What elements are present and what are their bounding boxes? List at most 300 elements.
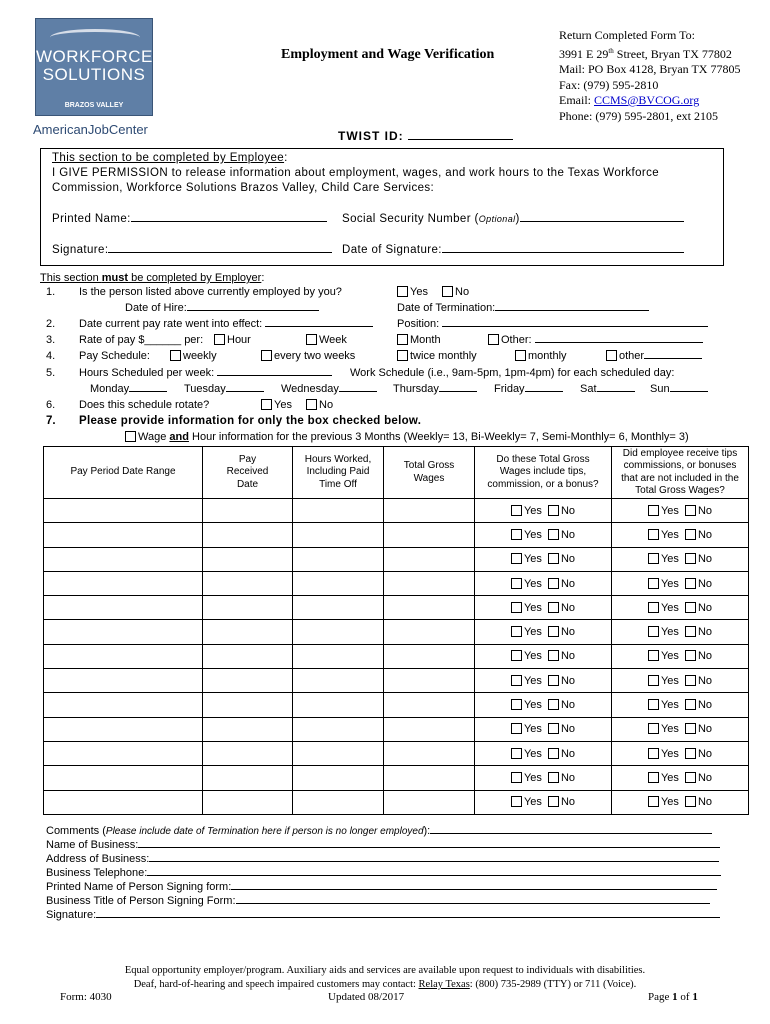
employer-signature-label: Signature: xyxy=(46,909,97,921)
include-tips-no[interactable] xyxy=(548,748,575,760)
rotate-yes-checkbox[interactable] xyxy=(261,399,272,410)
day-wednesday-label: Wednesday xyxy=(281,383,339,395)
include-tips-no-checkbox[interactable] xyxy=(548,699,559,710)
include-tips-options xyxy=(475,602,611,614)
include-tips-options xyxy=(475,529,611,541)
hours-worked-cell[interactable] xyxy=(293,523,384,547)
rotate-no[interactable] xyxy=(306,399,333,411)
receive-tips-yes-checkbox[interactable] xyxy=(648,529,659,540)
receive-tips-yes-checkbox[interactable] xyxy=(648,578,659,589)
include-tips-no[interactable] xyxy=(548,699,575,711)
include-tips-yes[interactable] xyxy=(511,772,542,784)
rotate-yes[interactable] xyxy=(261,399,292,411)
position-field[interactable] xyxy=(397,318,708,330)
return-address-block xyxy=(559,28,740,124)
table-row xyxy=(44,717,749,741)
day-sat-label: Sat xyxy=(580,383,597,395)
receive-tips-no[interactable] xyxy=(685,529,712,541)
receive-tips-no-checkbox[interactable] xyxy=(685,723,696,734)
total-gross-cell[interactable] xyxy=(384,790,475,814)
employer-heading-pre: This section xyxy=(40,272,102,284)
pay-received-cell[interactable] xyxy=(203,499,293,523)
include-tips-no[interactable] xyxy=(548,505,575,517)
receive-tips-yes-checkbox[interactable] xyxy=(648,553,659,564)
receive-tips-no[interactable] xyxy=(685,650,712,662)
comments-field[interactable] xyxy=(46,825,712,837)
include-tips-no-checkbox[interactable] xyxy=(548,529,559,540)
hours-worked-cell[interactable] xyxy=(293,644,384,668)
include-tips-yes[interactable] xyxy=(511,626,542,638)
q7-text: Please provide information for only the box checked below. xyxy=(79,415,422,427)
receive-tips-no-label: No xyxy=(697,674,712,687)
include-tips-yes-checkbox[interactable] xyxy=(511,505,522,516)
pay-received-cell[interactable] xyxy=(203,766,293,790)
hours-worked-cell[interactable] xyxy=(293,547,384,571)
include-tips-yes[interactable] xyxy=(511,699,542,711)
receive-tips-no[interactable] xyxy=(685,578,712,590)
receive-tips-no-checkbox[interactable] xyxy=(685,772,696,783)
pay-period-cell[interactable] xyxy=(44,596,203,620)
include-tips-options xyxy=(475,553,611,565)
header-total-gross-text: Total Gross Wages xyxy=(403,460,455,484)
include-tips-no[interactable] xyxy=(548,723,575,735)
include-tips-yes-checkbox[interactable] xyxy=(511,602,522,613)
pay-period-cell[interactable] xyxy=(44,717,203,741)
schedule-weekly[interactable] xyxy=(170,350,217,362)
include-tips-no-checkbox[interactable] xyxy=(548,505,559,516)
receive-tips-no[interactable] xyxy=(685,626,712,638)
include-tips-no-checkbox[interactable] xyxy=(548,723,559,734)
include-tips-yes-checkbox[interactable] xyxy=(511,748,522,759)
permission-line-1: I GIVE PERMISSION to release information about employment, wages, and work hours to the Texas Workforce xyxy=(52,167,660,179)
wage-hour-pre: Wage xyxy=(138,431,170,443)
include-tips-yes-label: Yes xyxy=(523,723,542,736)
receive-tips-cell xyxy=(612,766,749,790)
street-address-text: 3991 E 29 xyxy=(559,46,609,61)
printed-name-field[interactable] xyxy=(52,213,327,225)
total-gross-cell[interactable] xyxy=(384,499,475,523)
receive-tips-yes-label: Yes xyxy=(660,674,679,687)
wage-hour-checkbox[interactable] xyxy=(125,431,136,442)
email-link[interactable]: CCMS@BVCOG.org xyxy=(594,93,700,107)
receive-tips-no[interactable] xyxy=(685,748,712,760)
day-thursday[interactable] xyxy=(393,383,477,395)
receive-tips-no-label: No xyxy=(697,577,712,590)
hours-worked-cell[interactable] xyxy=(293,790,384,814)
receive-tips-no[interactable] xyxy=(685,796,712,808)
include-tips-yes-checkbox[interactable] xyxy=(511,578,522,589)
position-blank[interactable] xyxy=(442,326,708,327)
include-tips-no-checkbox[interactable] xyxy=(548,650,559,661)
receive-tips-cell xyxy=(612,620,749,644)
include-tips-no[interactable] xyxy=(548,529,575,541)
receive-tips-yes[interactable] xyxy=(648,602,679,614)
total-gross-cell[interactable] xyxy=(384,766,475,790)
date-of-termination-blank[interactable] xyxy=(495,310,649,311)
include-tips-yes-checkbox[interactable] xyxy=(511,772,522,783)
pay-rate-date-field[interactable] xyxy=(79,318,373,330)
total-gross-cell[interactable] xyxy=(384,669,475,693)
per-other[interactable] xyxy=(488,334,703,346)
fax: Fax: (979) 595-2810 xyxy=(559,77,659,92)
receive-tips-no[interactable] xyxy=(685,505,712,517)
include-tips-no[interactable] xyxy=(548,796,575,808)
employed-yes[interactable] xyxy=(397,286,428,298)
business-address-blank[interactable] xyxy=(149,861,719,862)
receive-tips-options xyxy=(612,748,748,760)
receive-tips-no[interactable] xyxy=(685,723,712,735)
include-tips-yes[interactable] xyxy=(511,796,542,808)
hours-worked-cell[interactable] xyxy=(293,669,384,693)
pay-period-cell[interactable] xyxy=(44,693,203,717)
include-tips-yes-checkbox[interactable] xyxy=(511,650,522,661)
pay-period-cell[interactable] xyxy=(44,499,203,523)
include-tips-yes[interactable] xyxy=(511,553,542,565)
twist-id-blank[interactable] xyxy=(408,139,513,140)
receive-tips-no[interactable] xyxy=(685,772,712,784)
include-tips-yes[interactable] xyxy=(511,529,542,541)
receive-tips-no-label: No xyxy=(697,504,712,517)
receive-tips-yes-checkbox[interactable] xyxy=(648,796,659,807)
include-tips-no-label: No xyxy=(560,747,575,760)
q5-number: 5. xyxy=(46,367,56,379)
include-tips-no-label: No xyxy=(560,528,575,541)
include-tips-options xyxy=(475,650,611,662)
day-tuesday-blank[interactable] xyxy=(226,391,264,392)
header-pay-period: Pay Period Date Range xyxy=(44,447,203,499)
ssn-blank[interactable] xyxy=(520,221,684,222)
signer-name-field[interactable] xyxy=(46,881,717,893)
table-row xyxy=(44,523,749,547)
receive-tips-no-checkbox[interactable] xyxy=(685,529,696,540)
day-wednesday[interactable] xyxy=(281,383,377,395)
day-thursday-blank[interactable] xyxy=(439,391,477,392)
pay-received-cell[interactable] xyxy=(203,523,293,547)
date-of-signature-blank[interactable] xyxy=(442,252,684,253)
day-tuesday[interactable] xyxy=(184,383,264,395)
total-gross-cell[interactable] xyxy=(384,596,475,620)
total-gross-cell[interactable] xyxy=(384,693,475,717)
include-tips-yes-checkbox[interactable] xyxy=(511,796,522,807)
receive-tips-yes[interactable] xyxy=(648,529,679,541)
hours-per-week-blank[interactable] xyxy=(217,375,332,376)
signer-title-blank[interactable] xyxy=(236,903,710,904)
pay-received-cell[interactable] xyxy=(203,693,293,717)
business-name-field[interactable] xyxy=(46,839,720,851)
receive-tips-no-checkbox[interactable] xyxy=(685,602,696,613)
total-gross-cell[interactable] xyxy=(384,547,475,571)
receive-tips-yes-checkbox[interactable] xyxy=(648,505,659,516)
total-gross-cell[interactable] xyxy=(384,620,475,644)
page-number xyxy=(648,991,698,1003)
employed-yes-checkbox[interactable] xyxy=(397,286,408,297)
rotate-no-checkbox[interactable] xyxy=(306,399,317,410)
pay-received-cell[interactable] xyxy=(203,717,293,741)
total-gross-cell[interactable] xyxy=(384,523,475,547)
receive-tips-no-checkbox[interactable] xyxy=(685,553,696,564)
printed-name-blank[interactable] xyxy=(131,221,327,222)
pay-received-cell[interactable] xyxy=(203,741,293,765)
receive-tips-yes-checkbox[interactable] xyxy=(648,602,659,613)
pay-period-cell[interactable] xyxy=(44,669,203,693)
include-tips-no-checkbox[interactable] xyxy=(548,772,559,783)
hours-worked-cell[interactable] xyxy=(293,596,384,620)
q6-number: 6. xyxy=(46,399,56,411)
employer-heading-underlined xyxy=(40,272,261,284)
include-tips-no[interactable] xyxy=(548,553,575,565)
receive-tips-yes-checkbox[interactable] xyxy=(648,723,659,734)
email-label: Email: xyxy=(559,93,594,107)
include-tips-no[interactable] xyxy=(548,626,575,638)
day-sun[interactable] xyxy=(650,383,708,395)
table-row xyxy=(44,644,749,668)
day-sat[interactable] xyxy=(580,383,635,395)
include-tips-options xyxy=(475,796,611,808)
signer-name-blank[interactable] xyxy=(231,889,717,890)
per-other-blank[interactable] xyxy=(535,342,703,343)
twist-id-field[interactable] xyxy=(338,129,513,143)
table-row xyxy=(44,693,749,717)
receive-tips-no-checkbox[interactable] xyxy=(685,626,696,637)
date-of-signature-field[interactable] xyxy=(342,244,684,256)
hours-worked-cell[interactable] xyxy=(293,717,384,741)
pay-received-cell[interactable] xyxy=(203,669,293,693)
receive-tips-yes-checkbox[interactable] xyxy=(648,748,659,759)
signer-title-field[interactable] xyxy=(46,895,710,907)
receive-tips-yes[interactable] xyxy=(648,772,679,784)
receive-tips-yes-label: Yes xyxy=(660,504,679,517)
rotate-no-label: No xyxy=(319,399,334,411)
include-tips-yes-checkbox[interactable] xyxy=(511,723,522,734)
receive-tips-yes[interactable] xyxy=(648,650,679,662)
hours-worked-cell[interactable] xyxy=(293,693,384,717)
receive-tips-no-checkbox[interactable] xyxy=(685,675,696,686)
hours-worked-cell[interactable] xyxy=(293,766,384,790)
receive-tips-no-checkbox[interactable] xyxy=(685,796,696,807)
table-row xyxy=(44,790,749,814)
schedule-other-blank[interactable] xyxy=(644,358,702,359)
pay-period-cell[interactable] xyxy=(44,790,203,814)
pay-period-cell[interactable] xyxy=(44,523,203,547)
total-gross-cell[interactable] xyxy=(384,741,475,765)
employed-no-label: No xyxy=(455,286,470,298)
include-tips-yes-checkbox[interactable] xyxy=(511,699,522,710)
include-tips-yes[interactable] xyxy=(511,723,542,735)
include-tips-yes[interactable] xyxy=(511,675,542,687)
receive-tips-yes[interactable] xyxy=(648,553,679,565)
include-tips-no-checkbox[interactable] xyxy=(548,578,559,589)
employed-no-checkbox[interactable] xyxy=(442,286,453,297)
business-phone-blank[interactable] xyxy=(147,875,721,876)
day-monday[interactable] xyxy=(90,383,167,395)
receive-tips-no-label: No xyxy=(697,553,712,566)
pay-rate-date-blank[interactable] xyxy=(265,326,373,327)
receive-tips-no-checkbox[interactable] xyxy=(685,578,696,589)
receive-tips-yes-checkbox[interactable] xyxy=(648,699,659,710)
receive-tips-yes-checkbox[interactable] xyxy=(648,772,659,783)
q2-number: 2. xyxy=(46,318,56,330)
day-wednesday-blank[interactable] xyxy=(339,391,377,392)
receive-tips-no-checkbox[interactable] xyxy=(685,699,696,710)
per-week-checkbox[interactable] xyxy=(306,334,317,345)
pay-period-cell[interactable] xyxy=(44,571,203,595)
receive-tips-no[interactable] xyxy=(685,553,712,565)
receive-tips-no[interactable] xyxy=(685,602,712,614)
pay-received-cell[interactable] xyxy=(203,620,293,644)
schedule-other[interactable] xyxy=(606,350,702,362)
business-name-blank[interactable] xyxy=(138,847,720,848)
schedule-monthly-checkbox[interactable] xyxy=(515,350,526,361)
wage-hour-option[interactable] xyxy=(125,431,689,443)
include-tips-no-checkbox[interactable] xyxy=(548,675,559,686)
receive-tips-no[interactable] xyxy=(685,675,712,687)
include-tips-cell xyxy=(475,547,612,571)
receive-tips-no-checkbox[interactable] xyxy=(685,650,696,661)
pay-period-cell[interactable] xyxy=(44,644,203,668)
schedule-monthly[interactable] xyxy=(515,350,567,362)
schedule-every-two-weeks[interactable] xyxy=(261,350,355,362)
include-tips-no[interactable] xyxy=(548,772,575,784)
day-friday-label: Friday xyxy=(494,383,525,395)
include-tips-yes[interactable] xyxy=(511,578,542,590)
pay-period-cell[interactable] xyxy=(44,620,203,644)
employer-signature-blank[interactable] xyxy=(96,917,720,918)
day-friday-blank[interactable] xyxy=(525,391,563,392)
include-tips-yes-checkbox[interactable] xyxy=(511,553,522,564)
pay-received-cell[interactable] xyxy=(203,547,293,571)
schedule-twice-monthly[interactable] xyxy=(397,350,477,362)
relay-texas-link[interactable]: Relay Texas xyxy=(418,979,470,990)
include-tips-no[interactable] xyxy=(548,602,575,614)
receive-tips-no[interactable] xyxy=(685,699,712,711)
include-tips-cell xyxy=(475,499,612,523)
receive-tips-options xyxy=(612,626,748,638)
include-tips-yes-checkbox[interactable] xyxy=(511,675,522,686)
date-of-termination-field[interactable] xyxy=(397,302,649,314)
receive-tips-yes[interactable] xyxy=(648,699,679,711)
hours-worked-cell[interactable] xyxy=(293,499,384,523)
date-of-hire-field[interactable] xyxy=(125,302,319,314)
total-gross-cell[interactable] xyxy=(384,717,475,741)
include-tips-no-checkbox[interactable] xyxy=(548,553,559,564)
receive-tips-yes[interactable] xyxy=(648,505,679,517)
table-row xyxy=(44,766,749,790)
per-month-checkbox[interactable] xyxy=(397,334,408,345)
rotate-yes-label: Yes xyxy=(274,399,292,411)
q1-text: Is the person listed above currently employed by you? xyxy=(79,286,342,298)
total-gross-cell[interactable] xyxy=(384,644,475,668)
receive-tips-yes-checkbox[interactable] xyxy=(648,675,659,686)
employer-signature-field[interactable] xyxy=(46,909,720,921)
signer-title-label: Business Title of Person Signing Form: xyxy=(46,895,236,907)
ssn-field[interactable] xyxy=(342,213,684,225)
receive-tips-no-label: No xyxy=(697,723,712,736)
include-tips-yes[interactable] xyxy=(511,602,542,614)
include-tips-cell xyxy=(475,644,612,668)
per-hour[interactable] xyxy=(214,334,251,346)
receive-tips-no-label: No xyxy=(697,650,712,663)
date-of-hire-blank[interactable] xyxy=(187,310,319,311)
hours-per-week-field[interactable] xyxy=(79,367,332,379)
business-phone-field[interactable] xyxy=(46,867,721,879)
include-tips-yes-label: Yes xyxy=(523,601,542,614)
pay-received-cell[interactable] xyxy=(203,644,293,668)
include-tips-yes-checkbox[interactable] xyxy=(511,529,522,540)
include-tips-no-checkbox[interactable] xyxy=(548,602,559,613)
hours-worked-cell[interactable] xyxy=(293,620,384,644)
per-hour-checkbox[interactable] xyxy=(214,334,225,345)
printed-name-label: Printed Name: xyxy=(52,213,131,225)
receive-tips-no-checkbox[interactable] xyxy=(685,505,696,516)
total-gross-cell[interactable] xyxy=(384,571,475,595)
include-tips-no-label: No xyxy=(560,796,575,809)
per-other-checkbox[interactable] xyxy=(488,334,499,345)
include-tips-no[interactable] xyxy=(548,675,575,687)
per-week[interactable] xyxy=(306,334,347,346)
employee-signature-field[interactable] xyxy=(52,244,332,256)
include-tips-yes-checkbox[interactable] xyxy=(511,626,522,637)
receive-tips-options xyxy=(612,505,748,517)
schedule-weekly-checkbox[interactable] xyxy=(170,350,181,361)
include-tips-no-checkbox[interactable] xyxy=(548,748,559,759)
receive-tips-no-label: No xyxy=(697,747,712,760)
header-receive-tips xyxy=(612,447,749,499)
day-monday-blank[interactable] xyxy=(129,391,167,392)
employee-signature-blank[interactable] xyxy=(108,252,332,253)
pay-period-cell[interactable] xyxy=(44,547,203,571)
day-sun-blank[interactable] xyxy=(670,391,708,392)
business-address-field[interactable] xyxy=(46,853,719,865)
per-month[interactable] xyxy=(397,334,441,346)
receive-tips-yes-checkbox[interactable] xyxy=(648,650,659,661)
schedule-twice-monthly-checkbox[interactable] xyxy=(397,350,408,361)
day-sat-blank[interactable] xyxy=(597,391,635,392)
receive-tips-no-checkbox[interactable] xyxy=(685,748,696,759)
pay-received-cell[interactable] xyxy=(203,571,293,595)
receive-tips-yes[interactable] xyxy=(648,748,679,760)
employed-no[interactable] xyxy=(442,286,469,298)
include-tips-no[interactable] xyxy=(548,650,575,662)
hours-worked-cell[interactable] xyxy=(293,571,384,595)
pay-received-cell[interactable] xyxy=(203,596,293,620)
pay-period-cell[interactable] xyxy=(44,766,203,790)
schedule-other-checkbox[interactable] xyxy=(606,350,617,361)
schedule-every-two-weeks-checkbox[interactable] xyxy=(261,350,272,361)
include-tips-no-checkbox[interactable] xyxy=(548,796,559,807)
receive-tips-yes-checkbox[interactable] xyxy=(648,626,659,637)
include-tips-no-checkbox[interactable] xyxy=(548,626,559,637)
header-receive-tips-text: Did employee receive tips commissions, or bonuses that are not included in the Total Gross Wages? xyxy=(621,447,739,496)
receive-tips-options xyxy=(612,675,748,687)
pay-received-cell[interactable] xyxy=(203,790,293,814)
receive-tips-yes[interactable] xyxy=(648,675,679,687)
receive-tips-yes[interactable] xyxy=(648,723,679,735)
include-tips-yes[interactable] xyxy=(511,505,542,517)
receive-tips-yes[interactable] xyxy=(648,796,679,808)
include-tips-yes[interactable] xyxy=(511,650,542,662)
hours-worked-cell[interactable] xyxy=(293,741,384,765)
receive-tips-cell xyxy=(612,596,749,620)
include-tips-yes[interactable] xyxy=(511,748,542,760)
receive-tips-yes[interactable] xyxy=(648,578,679,590)
logo-line3: BRAZOS VALLEY xyxy=(64,102,124,109)
include-tips-yes-label: Yes xyxy=(523,577,542,590)
include-tips-no[interactable] xyxy=(548,578,575,590)
pay-period-cell[interactable] xyxy=(44,741,203,765)
receive-tips-yes[interactable] xyxy=(648,626,679,638)
day-friday[interactable] xyxy=(494,383,563,395)
comments-blank[interactable] xyxy=(430,833,712,834)
